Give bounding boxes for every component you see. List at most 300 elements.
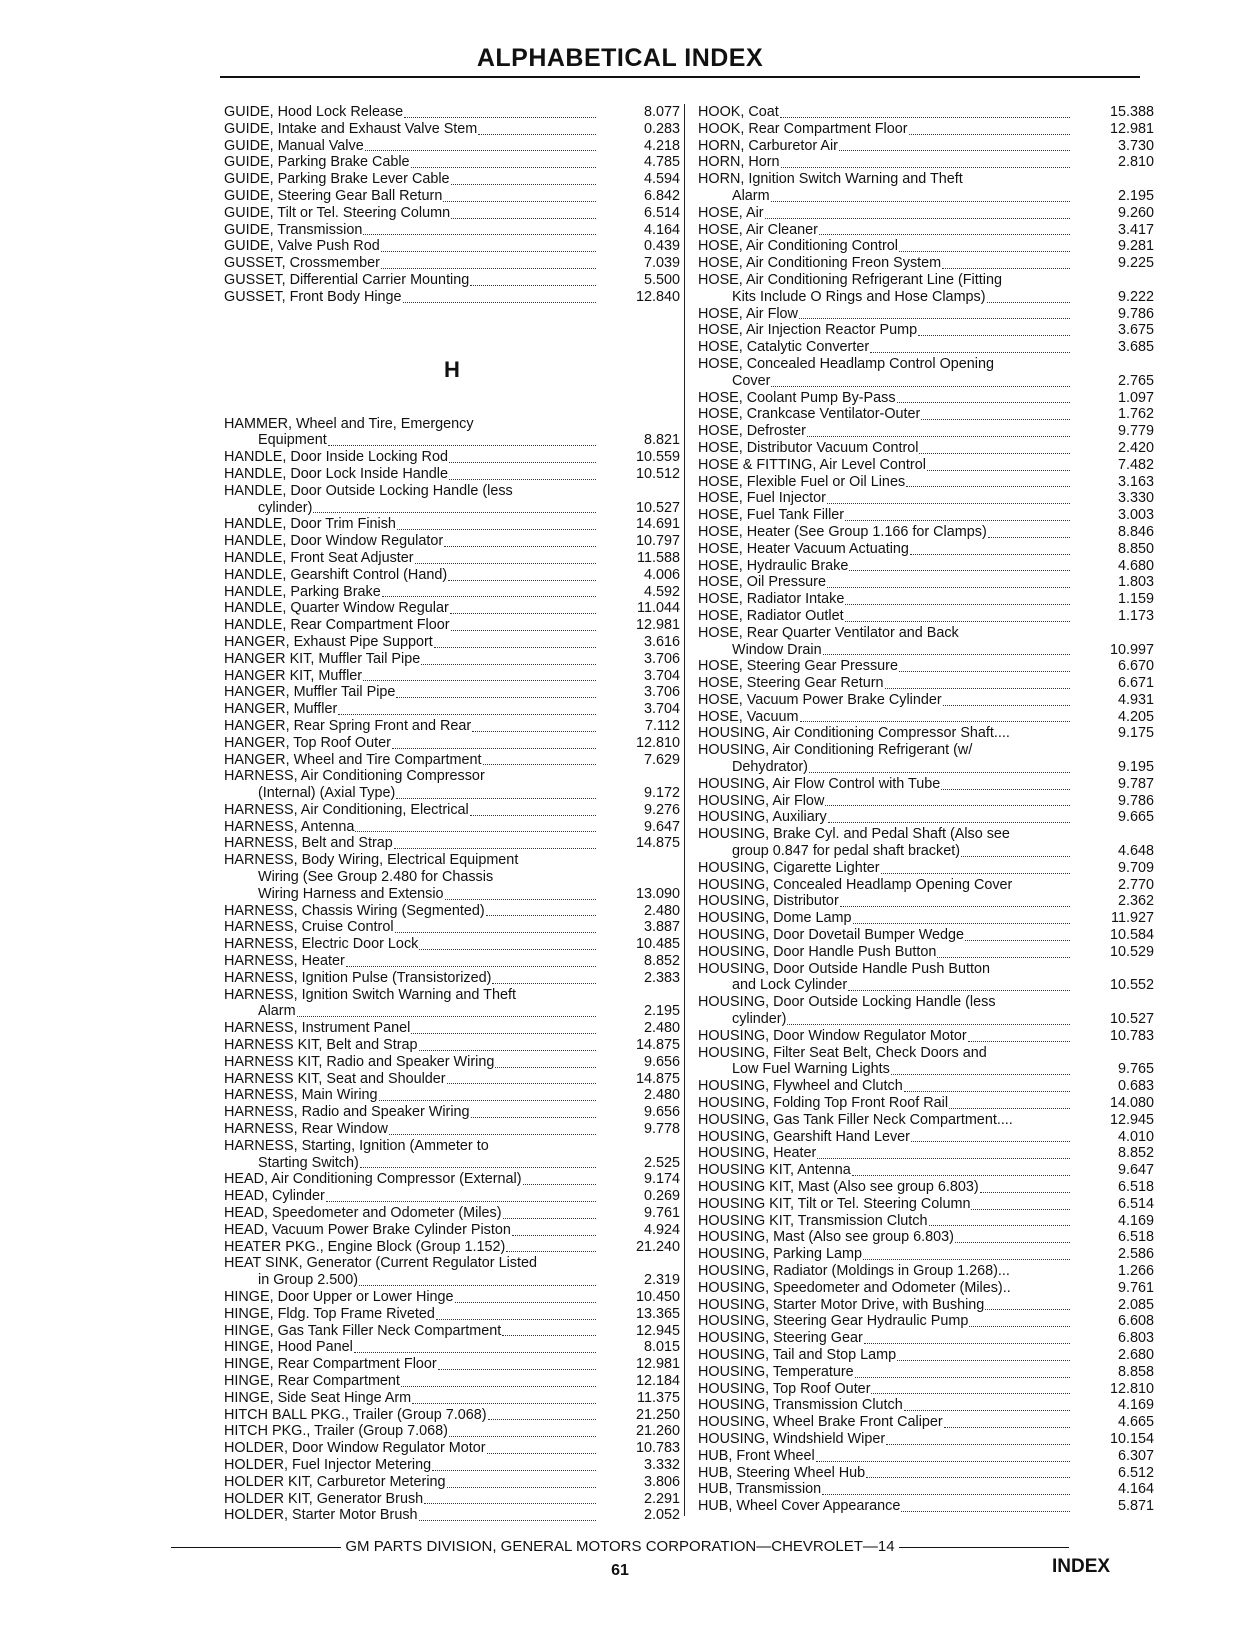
index-entry-name-wrap [698, 558, 1082, 575]
dot-leader [897, 402, 1070, 403]
dot-leader [921, 419, 1070, 420]
group-number: 10.559 [635, 449, 680, 466]
index-entry-name: HORN, Carburetor Air [698, 137, 838, 154]
index-entry-name-wrap [224, 550, 608, 567]
index-entry [698, 1045, 1154, 1062]
group-number: 3.806 [643, 1473, 680, 1490]
dot-leader [799, 318, 1070, 319]
index-entry [224, 1087, 680, 1104]
index-entry-name: GUSSET, Differential Carrier Mounting [224, 271, 470, 288]
dot-leader [771, 386, 1070, 387]
index-entry-name: HUB, Steering Wheel Hub [698, 1464, 866, 1481]
index-entry [224, 802, 680, 819]
group-number: 10.154 [1109, 1430, 1154, 1447]
index-entry-name-wrap [698, 272, 1082, 289]
group-number: 8.850 [1117, 540, 1154, 557]
group-number: 8.852 [643, 953, 680, 970]
index-entry [224, 1440, 680, 1457]
dot-leader [395, 932, 596, 933]
index-entry-name-wrap [698, 658, 1082, 675]
index-entry-name-wrap [224, 1155, 608, 1172]
index-entry-name-wrap [698, 356, 1082, 373]
group-number: 10.450 [635, 1289, 680, 1305]
index-entry-name: (Internal) (Axial Type) [258, 785, 396, 802]
index-entry [698, 1498, 1154, 1515]
index-entry-name-wrap [698, 793, 1082, 810]
section-letter: H [444, 356, 460, 382]
index-entry-name-wrap [698, 440, 1082, 457]
index-entry-name: HOUSING, Parking Lamp [698, 1246, 862, 1263]
index-entry-name-wrap [698, 1330, 1082, 1347]
group-number: 14.875 [635, 835, 680, 852]
group-number: 10.527 [635, 499, 680, 516]
index-entry-name-wrap [698, 1498, 1082, 1515]
index-entry-name-wrap [224, 171, 608, 188]
index-entry-name-wrap [698, 1011, 1082, 1028]
dot-leader [941, 789, 1070, 790]
dot-leader [359, 1285, 596, 1286]
index-entry [698, 1297, 1154, 1314]
index-entry-name-wrap [698, 1246, 1082, 1263]
index-entry-name-wrap [698, 1196, 1082, 1213]
index-entry-name: Dehydrator) [732, 759, 808, 776]
index-entry [698, 809, 1154, 826]
dot-leader [819, 234, 1070, 235]
index-entry-name: HEATER PKG., Engine Block (Group 1.152) [224, 1238, 506, 1255]
index-entry-name-wrap [224, 255, 608, 272]
index-entry-name-wrap [698, 893, 1082, 910]
index-entry-name: HAMMER, Wheel and Tire, Emergency [224, 415, 474, 432]
dot-leader [338, 714, 596, 715]
dot-leader [419, 1050, 596, 1051]
index-entry-name: HOSE, Catalytic Converter [698, 339, 870, 356]
index-entry [698, 205, 1154, 222]
dot-leader [397, 529, 596, 530]
index-entry-name-wrap [698, 809, 1082, 826]
dot-leader [891, 1074, 1070, 1075]
index-entry-name-wrap [698, 1313, 1082, 1330]
group-number: 13.365 [635, 1305, 680, 1322]
index-entry [698, 709, 1154, 726]
dot-leader [396, 798, 596, 799]
dot-leader [419, 1520, 596, 1521]
index-entry [698, 826, 1154, 843]
index-entry [698, 1162, 1154, 1179]
dot-leader [897, 1360, 1070, 1361]
index-entry-name-wrap [698, 692, 1082, 709]
index-entry-name: HOUSING, Transmission Clutch [698, 1397, 903, 1414]
index-entry-name: HARNESS, Air Conditioning Compressor [224, 768, 485, 785]
dot-leader [492, 983, 596, 984]
dot-leader [965, 940, 1070, 941]
index-entry-name: HOSE, Vacuum Power Brake Cylinder [698, 691, 942, 708]
index-entry [224, 255, 680, 272]
index-entry [224, 1339, 680, 1356]
dot-leader [451, 630, 596, 631]
index-entry [698, 1246, 1154, 1263]
index-entry-name-wrap [224, 272, 608, 289]
index-entry [698, 1431, 1154, 1448]
group-number: 3.685 [1117, 339, 1154, 356]
group-number: 10.529 [1109, 943, 1154, 960]
index-entry-name-wrap [224, 936, 608, 953]
index-entry-name-wrap [698, 1364, 1082, 1381]
index-entry-name-wrap [698, 1397, 1082, 1414]
index-entry-name: HINGE, Side Seat Hinge Arm [224, 1389, 412, 1406]
group-number: 9.786 [1117, 305, 1154, 322]
group-number: 21.260 [635, 1423, 680, 1440]
dot-leader [404, 117, 596, 118]
dot-leader [449, 479, 596, 480]
index-entry-name-wrap [698, 1028, 1082, 1045]
dot-leader [381, 251, 596, 252]
index-entry-name: HOSE, Oil Pressure [698, 574, 826, 591]
index-entry-name: HOSE, Crankcase Ventilator-Outer [698, 406, 921, 423]
group-number: 4.169 [1117, 1397, 1154, 1414]
group-number: 12.184 [635, 1372, 680, 1389]
index-entry [698, 1414, 1154, 1431]
group-number: 4.785 [643, 154, 680, 171]
index-entry-name-wrap [224, 903, 608, 920]
index-entry-name-wrap [698, 608, 1082, 625]
index-entry [698, 104, 1154, 121]
group-number: 21.240 [635, 1238, 680, 1255]
index-entry-name-wrap [224, 919, 608, 936]
dot-leader [937, 957, 1070, 958]
index-entry-name-wrap [224, 1373, 608, 1390]
index-entry-name: GUIDE, Valve Push Rod [224, 238, 380, 255]
index-entry [698, 306, 1154, 323]
index-entry-name-wrap [224, 1104, 608, 1121]
index-entry-name: HOSE, Flexible Fuel or Oil Lines [698, 473, 906, 490]
dot-leader [470, 285, 596, 286]
index-entry-name: HOUSING, Dome Lamp [698, 910, 852, 927]
index-entry-name: HOUSING, Door Dovetail Bumper Wedge [698, 927, 965, 944]
index-entry-name-wrap [698, 961, 1082, 978]
group-number: 2.680 [1117, 1346, 1154, 1363]
index-entry [224, 1239, 680, 1256]
group-number: 9.276 [643, 801, 680, 818]
index-entry [224, 987, 680, 1004]
dot-leader [506, 1251, 596, 1252]
index-entry-name: HOLDER KIT, Carburetor Metering [224, 1473, 446, 1490]
index-entry-name-wrap [224, 752, 608, 769]
index-entry-name-wrap [698, 1280, 1082, 1297]
index-entry-name: HOSE, Defroster [698, 423, 806, 440]
footer-rule-right [899, 1547, 1069, 1548]
index-entry [698, 860, 1154, 877]
dot-leader [771, 201, 1070, 202]
index-entry-name: HOSE, Air Flow [698, 305, 798, 322]
index-entry [698, 507, 1154, 524]
dot-leader [904, 1410, 1070, 1411]
index-entry-name: HOUSING, Gas Tank Filler Neck Compartment.... [698, 1111, 1013, 1128]
index-entry-name: HOUSING, Door Outside Locking Handle (less [698, 994, 996, 1011]
group-number: 2.480 [643, 1087, 680, 1104]
index-entry-name-wrap [224, 1138, 608, 1155]
index-entry [224, 668, 680, 685]
dot-leader [971, 1209, 1070, 1210]
dot-leader [434, 647, 596, 648]
index-entry-name-wrap [224, 466, 608, 483]
group-number: 9.786 [1117, 792, 1154, 809]
index-entry-name-wrap [698, 406, 1082, 423]
index-entry-name: HOSE, Heater Vacuum Actuating [698, 540, 909, 557]
index-entry [224, 852, 680, 869]
index-entry-name-wrap [698, 910, 1082, 927]
index-entry-name-wrap [698, 524, 1082, 541]
group-number: 2.480 [643, 1020, 680, 1037]
index-entry [224, 432, 680, 449]
index-entry [698, 474, 1154, 491]
index-entry [224, 272, 680, 289]
index-entry [224, 718, 680, 735]
index-entry [224, 1474, 680, 1491]
index-entry-name: HITCH PKG., Trailer (Group 7.068) [224, 1423, 448, 1440]
index-entry-name-wrap [698, 1129, 1082, 1146]
group-number: 4.592 [643, 583, 680, 600]
index-entry-name-wrap [224, 449, 608, 466]
index-entry-name-wrap [224, 668, 608, 685]
index-entry [224, 1003, 680, 1020]
index-entry-name-wrap [698, 423, 1082, 440]
index-entry-name-wrap [224, 785, 608, 802]
index-entry-name: HUB, Transmission [698, 1481, 822, 1498]
index-entry-name-wrap [224, 289, 608, 306]
index-entry-name: GUIDE, Steering Gear Ball Return [224, 187, 443, 204]
section-spacer [224, 306, 680, 324]
group-number: 10.552 [1109, 977, 1154, 994]
dot-leader [827, 587, 1070, 588]
index-entry [224, 785, 680, 802]
index-entry-name: HARNESS KIT, Belt and Strap [224, 1037, 418, 1054]
dot-leader [906, 486, 1070, 487]
footer-publisher: GM PARTS DIVISION, GENERAL MOTORS CORPORATION—CHEVROLET—14 [345, 1538, 895, 1555]
dot-leader [415, 563, 596, 564]
index-entry [698, 1397, 1154, 1414]
left-index-column [224, 104, 680, 1524]
index-entry-name: HOSE, Air Conditioning Freon System [698, 255, 942, 272]
index-entry-name: HARNESS, Antenna [224, 818, 355, 835]
dot-leader [512, 1235, 596, 1236]
group-number: 11.044 [637, 600, 680, 617]
index-entry-name: HANDLE, Door Lock Inside Handle [224, 465, 448, 482]
index-entry-name-wrap [698, 1229, 1082, 1246]
group-number: 9.656 [643, 1053, 680, 1070]
index-entry-name: HOUSING, Door Outside Handle Push Button [698, 960, 990, 977]
index-entry-name-wrap [224, 1323, 608, 1340]
index-entry-name: HARNESS, Electric Door Lock [224, 936, 419, 953]
index-entry-name: HOSE, Fuel Injector [698, 490, 826, 507]
group-number: 8.852 [1117, 1145, 1154, 1162]
group-number: 9.260 [1117, 204, 1154, 221]
index-entry-name-wrap [224, 768, 608, 785]
index-entry-name: Equipment [258, 432, 327, 449]
index-entry-name: HANGER, Muffler [224, 701, 338, 718]
group-number: 12.810 [1109, 1380, 1154, 1397]
index-entry-name-wrap [224, 1087, 608, 1104]
footer-publisher-line [0, 1538, 1240, 1555]
group-number: 7.112 [645, 717, 680, 734]
group-number: 10.797 [635, 533, 680, 550]
group-number: 7.039 [643, 255, 680, 272]
index-entry-name: HOUSING, Concealed Headlamp Opening Cover [698, 876, 1013, 893]
index-entry [224, 1171, 680, 1188]
index-entry-name-wrap [224, 567, 608, 584]
index-entry-name: HOSE, Radiator Outlet [698, 607, 844, 624]
index-entry-name-wrap [698, 1465, 1082, 1482]
index-entry [698, 1448, 1154, 1465]
index-entry-name-wrap [224, 1121, 608, 1138]
index-entry-name-wrap [698, 1448, 1082, 1465]
index-entry-name-wrap [224, 533, 608, 550]
dot-leader [365, 150, 596, 151]
index-entry-name-wrap [698, 373, 1082, 390]
group-number: 3.163 [1117, 473, 1154, 490]
index-entry [698, 1481, 1154, 1498]
group-number: 1.173 [1117, 607, 1154, 624]
index-entry-name: HOOK, Coat [698, 104, 779, 120]
index-entry-name: HOUSING, Air Conditioning Refrigerant (w/ [698, 742, 973, 759]
dot-leader [346, 966, 596, 967]
index-entry-name-wrap [698, 255, 1082, 272]
index-entry-name: HEAD, Vacuum Power Brake Cylinder Piston [224, 1221, 511, 1238]
group-number: 12.810 [635, 734, 680, 751]
dot-leader [845, 520, 1070, 521]
dot-leader [447, 1083, 596, 1084]
index-entry-name-wrap [698, 1431, 1082, 1448]
index-entry-name-wrap [224, 205, 608, 222]
index-entry-name-wrap [224, 869, 608, 886]
index-entry-name-wrap [224, 987, 608, 1004]
index-entry-name-wrap [224, 852, 608, 869]
index-entry [224, 1255, 680, 1272]
index-entry-name-wrap [224, 886, 608, 903]
group-number: 9.281 [1117, 238, 1154, 255]
dot-leader [955, 1242, 1070, 1243]
index-entry [698, 1095, 1154, 1112]
index-entry-name-wrap [224, 222, 608, 239]
index-entry-name: HARNESS KIT, Seat and Shoulder [224, 1070, 446, 1087]
group-number: 1.159 [1117, 591, 1154, 608]
index-entry-name: HARNESS, Starting, Ignition (Ammeter to [224, 1137, 489, 1154]
group-number: 3.704 [643, 701, 680, 718]
dot-leader [448, 580, 596, 581]
group-number: 11.588 [637, 549, 680, 566]
index-entry-name-wrap [224, 104, 608, 121]
index-entry-name-wrap [224, 1272, 608, 1289]
group-number: 2.586 [1117, 1246, 1154, 1263]
index-entry [224, 886, 680, 903]
index-entry [698, 977, 1154, 994]
dot-leader [823, 654, 1070, 655]
index-entry-name-wrap [224, 1289, 608, 1306]
index-entry [224, 1222, 680, 1239]
dot-leader [780, 117, 1070, 118]
index-entry-name-wrap [698, 1145, 1082, 1162]
index-entry-name: HOUSING, Steering Gear [698, 1330, 863, 1347]
group-number: 2.195 [643, 1003, 680, 1020]
group-number: 8.015 [643, 1339, 680, 1356]
dot-leader [449, 462, 596, 463]
group-number: 2.770 [1117, 876, 1154, 893]
dot-leader [828, 822, 1070, 823]
index-entry-name-wrap [698, 843, 1082, 860]
index-entry-name-wrap [698, 877, 1082, 894]
dot-leader [899, 671, 1070, 672]
index-entry-name: HOUSING, Heater [698, 1145, 817, 1162]
index-entry-name: HINGE, Rear Compartment Floor [224, 1356, 437, 1373]
index-entry-name-wrap [698, 759, 1082, 776]
dot-leader [419, 949, 596, 950]
index-entry [698, 524, 1154, 541]
index-entry [698, 440, 1154, 457]
group-number: 9.195 [1117, 759, 1154, 776]
group-number: 6.514 [643, 204, 680, 221]
group-number: 12.945 [635, 1322, 680, 1339]
index-entry [224, 1373, 680, 1390]
index-entry [224, 104, 680, 121]
index-entry [698, 154, 1154, 171]
index-entry-name: Wiring Harness and Extensio [258, 885, 444, 902]
index-entry-name: HOUSING, Tail and Stop Lamp [698, 1346, 897, 1363]
dot-leader [424, 1503, 596, 1504]
index-entry-name-wrap [698, 154, 1082, 171]
index-entry [224, 953, 680, 970]
dot-leader [787, 1024, 1070, 1025]
group-number: 14.080 [1109, 1095, 1154, 1112]
index-entry-name-wrap [698, 541, 1082, 558]
index-entry-name: Wiring (See Group 2.480 for Chassis [258, 869, 494, 886]
index-entry [698, 927, 1154, 944]
dot-leader [919, 453, 1070, 454]
dot-leader [421, 664, 596, 665]
index-entry-name: HOUSING, Brake Cyl. and Pedal Shaft (Also see [698, 826, 1010, 843]
index-entry [698, 457, 1154, 474]
group-number: 7.482 [1117, 456, 1154, 473]
index-entry [224, 1323, 680, 1340]
group-number: 1.803 [1117, 574, 1154, 591]
dot-leader [488, 1419, 596, 1420]
index-entry-name: HANGER KIT, Muffler Tail Pipe [224, 650, 421, 667]
index-entry-name: HARNESS, Main Wiring [224, 1087, 378, 1104]
group-number: 10.783 [1109, 1027, 1154, 1044]
index-entry-name-wrap [698, 390, 1082, 407]
group-number: 2.319 [643, 1272, 680, 1289]
group-number: 3.332 [643, 1456, 680, 1473]
group-number: 6.671 [1117, 675, 1154, 692]
index-entry-name-wrap [224, 238, 608, 255]
index-entry [224, 735, 680, 752]
index-entry-name: HANDLE, Gearshift Control (Hand) [224, 566, 448, 583]
index-entry-name-wrap [224, 1440, 608, 1457]
dot-leader [451, 218, 596, 219]
index-entry-name: HEAT SINK, Generator (Current Regulator Listed [224, 1255, 537, 1272]
index-entry [698, 255, 1154, 272]
index-entry [224, 936, 680, 953]
index-entry [698, 188, 1154, 205]
column-divider [684, 104, 685, 1516]
group-number: 3.675 [1117, 322, 1154, 339]
group-number: 6.670 [1117, 658, 1154, 675]
dot-leader [863, 1259, 1070, 1260]
dot-leader [987, 302, 1070, 303]
index-entry [224, 684, 680, 701]
index-entry-name: HOUSING KIT, Transmission Clutch [698, 1212, 928, 1229]
group-number: 9.647 [643, 818, 680, 835]
index-entry-name-wrap [224, 1171, 608, 1188]
index-entry-name: HARNESS, Chassis Wiring (Segmented) [224, 902, 485, 919]
